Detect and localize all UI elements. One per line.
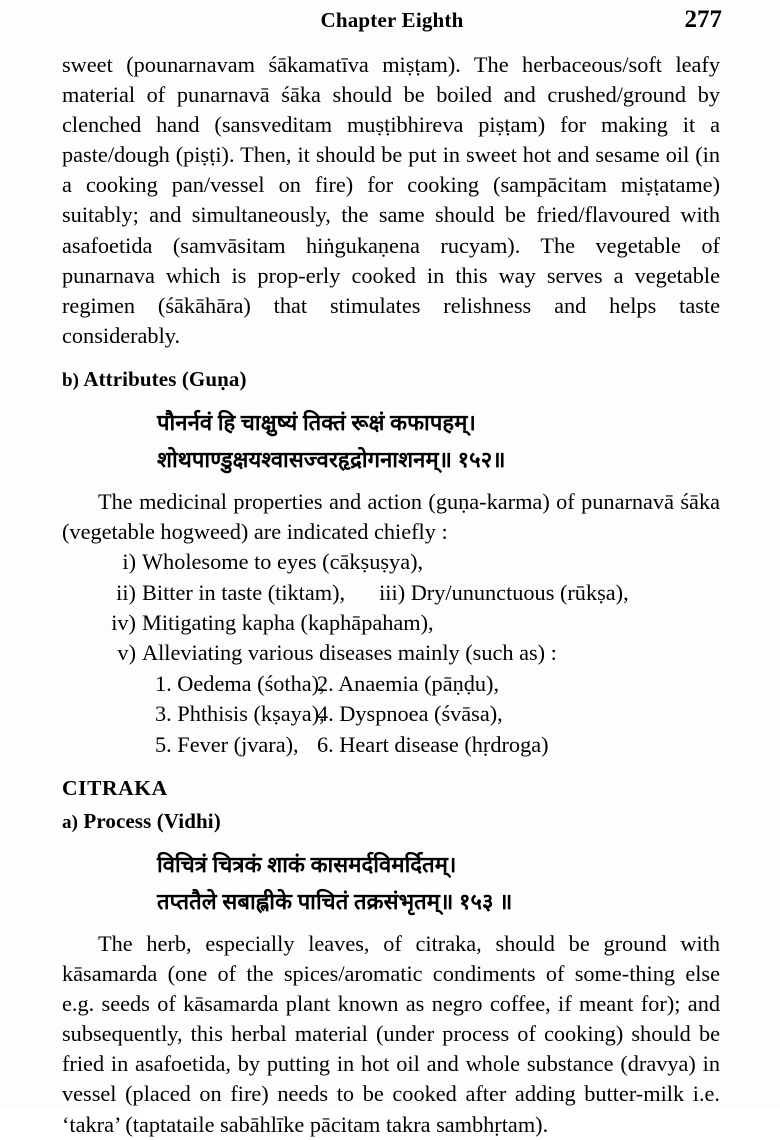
verse-152-line-2: शोथपाण्डुक्षयश्वासज्वरहृद्रोगनाशनम्॥ १५२॥ bbox=[157, 446, 506, 472]
paragraph-guna-karma-intro: The medicinal properties and action (guṇa-karma) of punarnavā śāka (vegetable hogweed) are indicated chiefly : bbox=[62, 488, 720, 545]
heading-citraka: CITRAKA bbox=[62, 775, 168, 800]
verse-153-line-1: विचित्रं चित्रकं शाकं कासमर्दविमर्दितम्। bbox=[157, 851, 457, 877]
heading-process-label: a) bbox=[62, 811, 79, 833]
disease-right-0: 2. Anaemia (pāṇḍu), bbox=[317, 670, 500, 696]
list-item bbox=[62, 638, 720, 668]
attribute-text-2: Mitigating kapha (kaphāpaham), bbox=[142, 609, 434, 635]
heading-attributes-text: Attributes (Guṇa) bbox=[83, 366, 247, 391]
text-column bbox=[62, 50, 720, 1140]
page-number: 277 bbox=[684, 6, 722, 33]
running-head bbox=[62, 8, 722, 36]
heading-attributes-guna bbox=[62, 365, 720, 395]
heading-attributes-label: b) bbox=[62, 369, 80, 391]
attribute-mark-1: ii) bbox=[116, 579, 136, 605]
disease-right-2: 6. Heart disease (hṛdroga) bbox=[317, 731, 549, 757]
disease-list bbox=[62, 669, 720, 760]
disease-left-2: 5. Fever (jvara), bbox=[155, 731, 299, 757]
paragraph-punarnava-preparation: sweet (pounarnavam śākamatīva miṣṭam). The herbaceous/soft leafy material of punarnavā śāka should be boiled and crushed/ground by clenched hand (sansveditam muṣṭibhireva piṣṭam) for making it a paste/dough (piṣṭi). Then, it should be put in sweet hot and sesame oil (in a cooking pan/vessel on fire) for cooking (sampācitam miṣṭatame) suitably; and simultaneously, the same should be fried/flavoured with asafoetida (samvāsitam hiṅgukaṇena rucyam). The vegetable of punarnava which is prop-erly cooked in this way serves a vegetable regimen (śākāhāra) that stimulates relishness and helps taste considerably. bbox=[62, 52, 720, 348]
attribute-text-3: Alleviating various diseases mainly (such as) : bbox=[142, 640, 557, 666]
verse-152-line-1: पौनर्नवं हि चाक्षुष्यं तिक्तं रूक्षं कफापहम्। bbox=[157, 409, 476, 435]
disease-left-0: 1. Oedema (śotha), bbox=[155, 670, 325, 696]
disease-right-1: 4. Dyspnoea (śvāsa), bbox=[317, 701, 503, 727]
heading-process-vidhi bbox=[62, 807, 720, 837]
list-item bbox=[62, 547, 720, 577]
list-item bbox=[62, 669, 720, 699]
attribute-mark-1b: iii) bbox=[379, 579, 406, 605]
attribute-mark-2: iv) bbox=[111, 609, 136, 635]
attribute-text-0: Wholesome to eyes (cākṣuṣya), bbox=[142, 549, 424, 575]
list-item bbox=[62, 730, 720, 760]
attribute-text-1b: Dry/ununctuous (rūkṣa), bbox=[410, 579, 629, 605]
attribute-list bbox=[62, 547, 720, 669]
list-item bbox=[62, 699, 720, 729]
disease-left-1: 3. Phthisis (kṣaya), bbox=[155, 701, 325, 727]
list-item bbox=[62, 608, 720, 638]
attribute-mark-3: v) bbox=[117, 640, 136, 666]
paragraph-citraka-preparation: The herb, especially leaves, of citraka, should be ground with kāsamarda (one of the spices/aromatic condiments of some-thing else e.g. seeds of kāsamarda plant known as negro coffee, if meant for); and subsequently, this herbal material (under process of cooking) should be fried in asafoetida, by putting in hot oil and whole substance (dravya) in vessel (placed on fire) needs to be cooked after adding butter-milk i.e. ‘takra’ (taptataile sabāhlīke pācitam takra sambhṛtam). bbox=[62, 930, 720, 1137]
attribute-mark-0: i) bbox=[122, 549, 136, 575]
verse-153-line-2: तप्ततैले सबाह्लीके पाचितं तक्रसंभृतम्॥ १५३ ॥ bbox=[157, 888, 513, 914]
chapter-title: Chapter Eighth bbox=[320, 8, 464, 32]
attribute-text-1: Bitter in taste (tiktam), bbox=[142, 579, 346, 605]
list-item bbox=[62, 578, 720, 608]
heading-process-text: Process (Vidhi) bbox=[83, 808, 221, 833]
